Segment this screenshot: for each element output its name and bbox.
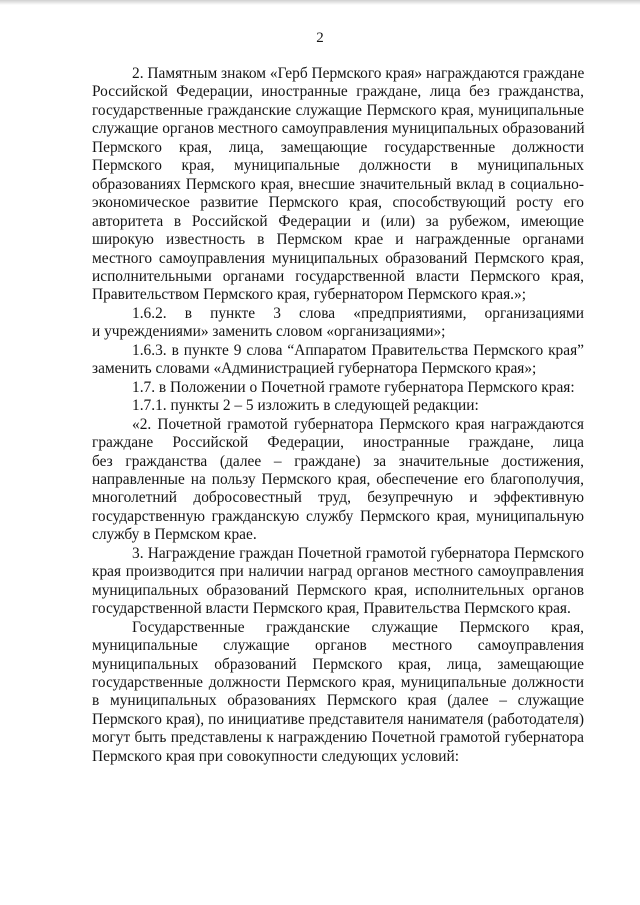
paragraph bbox=[92, 545, 584, 619]
paragraph bbox=[92, 619, 584, 767]
text-line: широкую известность в Пермском крае и награжденные органами bbox=[92, 231, 584, 249]
text-line: Правительством Пермского края, губернатором Пермского края.»; bbox=[92, 286, 527, 304]
paragraph bbox=[92, 379, 584, 397]
paragraph bbox=[92, 342, 584, 379]
text-line: и учреждениями» заменить словом «организациями»; bbox=[92, 323, 446, 341]
text-line: заменить словами «Администрацией губернатора Пермского края»; bbox=[92, 360, 537, 378]
text-line: экономическое развитие Пермского края, способствующий росту его bbox=[92, 194, 584, 212]
paragraph bbox=[92, 397, 584, 415]
text-line: Пермского края, лица, замещающие государственные должности bbox=[92, 138, 584, 156]
text-line: государственную гражданскую службу Пермского края, муниципальную bbox=[92, 507, 584, 525]
text-line: 2. Памятным знаком «Герб Пермского края» награждаются граждане bbox=[132, 65, 585, 82]
text-line: без гражданства (далее – граждане) за значительные достижения, bbox=[92, 452, 584, 470]
text-line: края производится при наличии наград органов местного самоуправления bbox=[92, 563, 584, 581]
text-line: Пермского края, муниципальные должности в муниципальных bbox=[92, 157, 584, 175]
text-line: образованиях Пермского края, внесшие значительный вклад в социально- bbox=[92, 175, 584, 193]
paragraph bbox=[92, 65, 584, 305]
text-line: Российской Федерации, иностранные граждане, лица без гражданства, bbox=[92, 83, 584, 101]
text-line: исполнительными органами государственной власти Пермского края, bbox=[92, 267, 584, 285]
text-line: 1.7.1. пункты 2 – 5 изложить в следующей редакции: bbox=[132, 397, 479, 415]
text-line: служащие органов местного самоуправления муниципальных образований bbox=[92, 120, 585, 138]
text-line: направленные на пользу Пермского края, обеспечение его благополучия, bbox=[92, 470, 584, 488]
scan-top-edge bbox=[0, 0, 640, 5]
text-line: Государственные гражданские служащие Пермского края, bbox=[132, 618, 584, 636]
text-line: 1.6.2. в пункте 3 слова «предприятиями, организациями bbox=[132, 304, 584, 322]
text-line: авторитета в Российской Федерации и (или) за рубежом, имеющие bbox=[92, 212, 584, 230]
text-line: в муниципальных образованиях Пермского края (далее – служащие bbox=[92, 692, 584, 710]
text-line: граждане Российской Федерации, иностранные граждане, лица bbox=[92, 434, 584, 452]
text-line: муниципальных образований Пермского края, лица, замещающие bbox=[92, 655, 584, 673]
page-number: 2 bbox=[316, 30, 324, 46]
text-line: «2. Почетной грамотой губернатора Пермского края награждаются bbox=[132, 415, 584, 433]
text-line: 1.7. в Положении о Почетной грамоте губернатора Пермского края: bbox=[132, 378, 575, 396]
text-line: местного самоуправления муниципальных образований Пермского края, bbox=[92, 249, 584, 267]
text-line: муниципальных образований Пермского края, исполнительных органов bbox=[92, 581, 584, 599]
text-line: Пермского края при совокупности следующих условий: bbox=[92, 747, 460, 765]
text-line: 3. Награждение граждан Почетной грамотой губернатора Пермского bbox=[132, 544, 584, 562]
text-line: государственные гражданские служащие Пермского края, муниципальные bbox=[92, 101, 584, 119]
text-line: муниципальные служащие органов местного самоуправления bbox=[92, 637, 584, 655]
text-line: многолетний добросовестный труд, безупречную и эффективную bbox=[92, 489, 584, 507]
document-body bbox=[92, 65, 584, 766]
text-line: Пермского края), по инициативе представителя нанимателя (работодателя) bbox=[92, 710, 584, 728]
text-line: государственные должности Пермского края, муниципальные должности bbox=[92, 673, 584, 691]
text-line: службу в Пермском крае. bbox=[92, 526, 257, 544]
text-line: могут быть представлены к награждению Почетной грамотой губернатора bbox=[92, 729, 584, 747]
paragraph bbox=[92, 305, 584, 342]
text-line: 1.6.3. в пункте 9 слова “Аппаратом Правительства Пермского края” bbox=[132, 341, 584, 359]
text-line: государственной власти Пермского края, Правительства Пермского края. bbox=[92, 600, 571, 618]
paragraph bbox=[92, 416, 584, 545]
